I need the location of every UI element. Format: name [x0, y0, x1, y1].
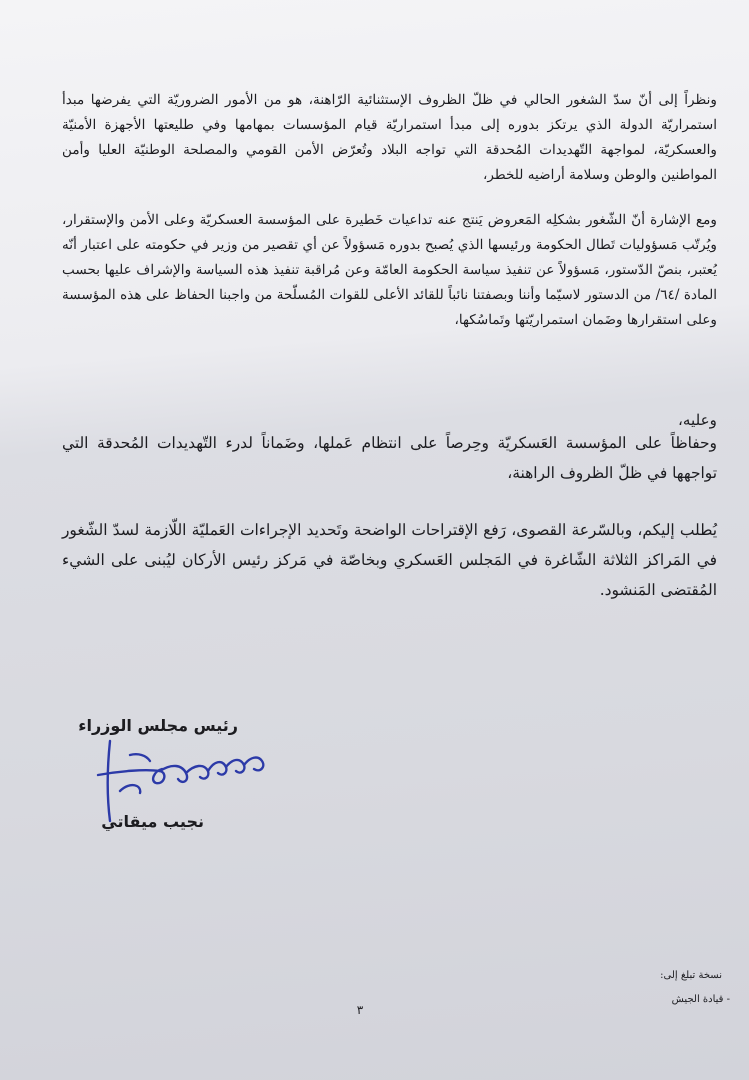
paragraph-noting: ومع الإشارة أنّ الشّغور بشكلِه المَعروض يَنتج عنه تداعيات خَطيرة على المؤسسة العسكريّة وعلى الأمن والإستقرار، ويُرتّب مَسؤوليات تَطال الحكومة ورئيسها الذي يُصبح بدوره مَسؤولاً عن أي تقصير من وزير في حكومته على اعتبار أنّه يُعتبر، بنصّ الدّستور، مَسؤولاً عن تنفيذ سياسة الحكومة العامّة وعن مُراقبة تنفيذ هذه السياسة والإشراف عليها بحسب المادة /٦٤/ من الدستور لاسيّما وأننا وبصفتنا نائباً للقائد الأعلى للقوات المُسلّحة من واجبنا الحفاظ على هذه المؤسسة وعلى استقرارها وضَمان استمراريّتها وتَماسُكها، [62, 212, 717, 328]
paragraph-request: يُطلب إليكم، وبالسّرعة القصوى، رَفع الإقتراحات الواضحة وتَحديد الإجراءات العَمليّة اللّازمة لسدّ الشّغور في المَراكز الثلاثة الشّاغرة في المَجلس العَسكري وبخاصّة في مَركز رئيس الأركان ليُبنى على الشيء المُقتضى المَنشود. [62, 521, 717, 599]
copy-to-label: نسخة تبلغ إلى: [660, 970, 722, 981]
paragraph-preservation: وحفاظاً على المؤسسة العَسكريّة وحِرصاً على انتظام عَملها، وضَماناً لدرء التّهديدات المُحدقة التي تواجهها في ظلّ الظروف الراهنة، [62, 434, 717, 482]
paragraph-considering: ونظراً إلى أنّ سدّ الشغور الحالي في ظلّ الظروف الإستثنائية الرّاهنة، هو من الأمور الضروريّة التي يفرضها مبدأ استمراريّة الدولة الذي يرتكز بدوره إلى مبدأ استمراريّة قيام المؤسسات بمهامها وفي طليعتها الأجهزة الأمنيّة والعسكريّة، لمواجهة التّهديدات المُحدقة التي تواجه البلاد وتُعرّض الأمن القومي والمصلحة الوطنيّة العليا وأمن المواطنين والوطن وسلامة أراضيه للخطر، [62, 92, 717, 183]
signatory-name: نجيب ميقاتي [101, 812, 204, 831]
signatory-title: رئيس مجلس الوزراء [78, 716, 238, 735]
and-therefore-heading: وعليه، [677, 411, 717, 429]
copy-to-item: - قيادة الجيش [671, 994, 730, 1005]
page-number: ٣ [356, 1003, 364, 1017]
